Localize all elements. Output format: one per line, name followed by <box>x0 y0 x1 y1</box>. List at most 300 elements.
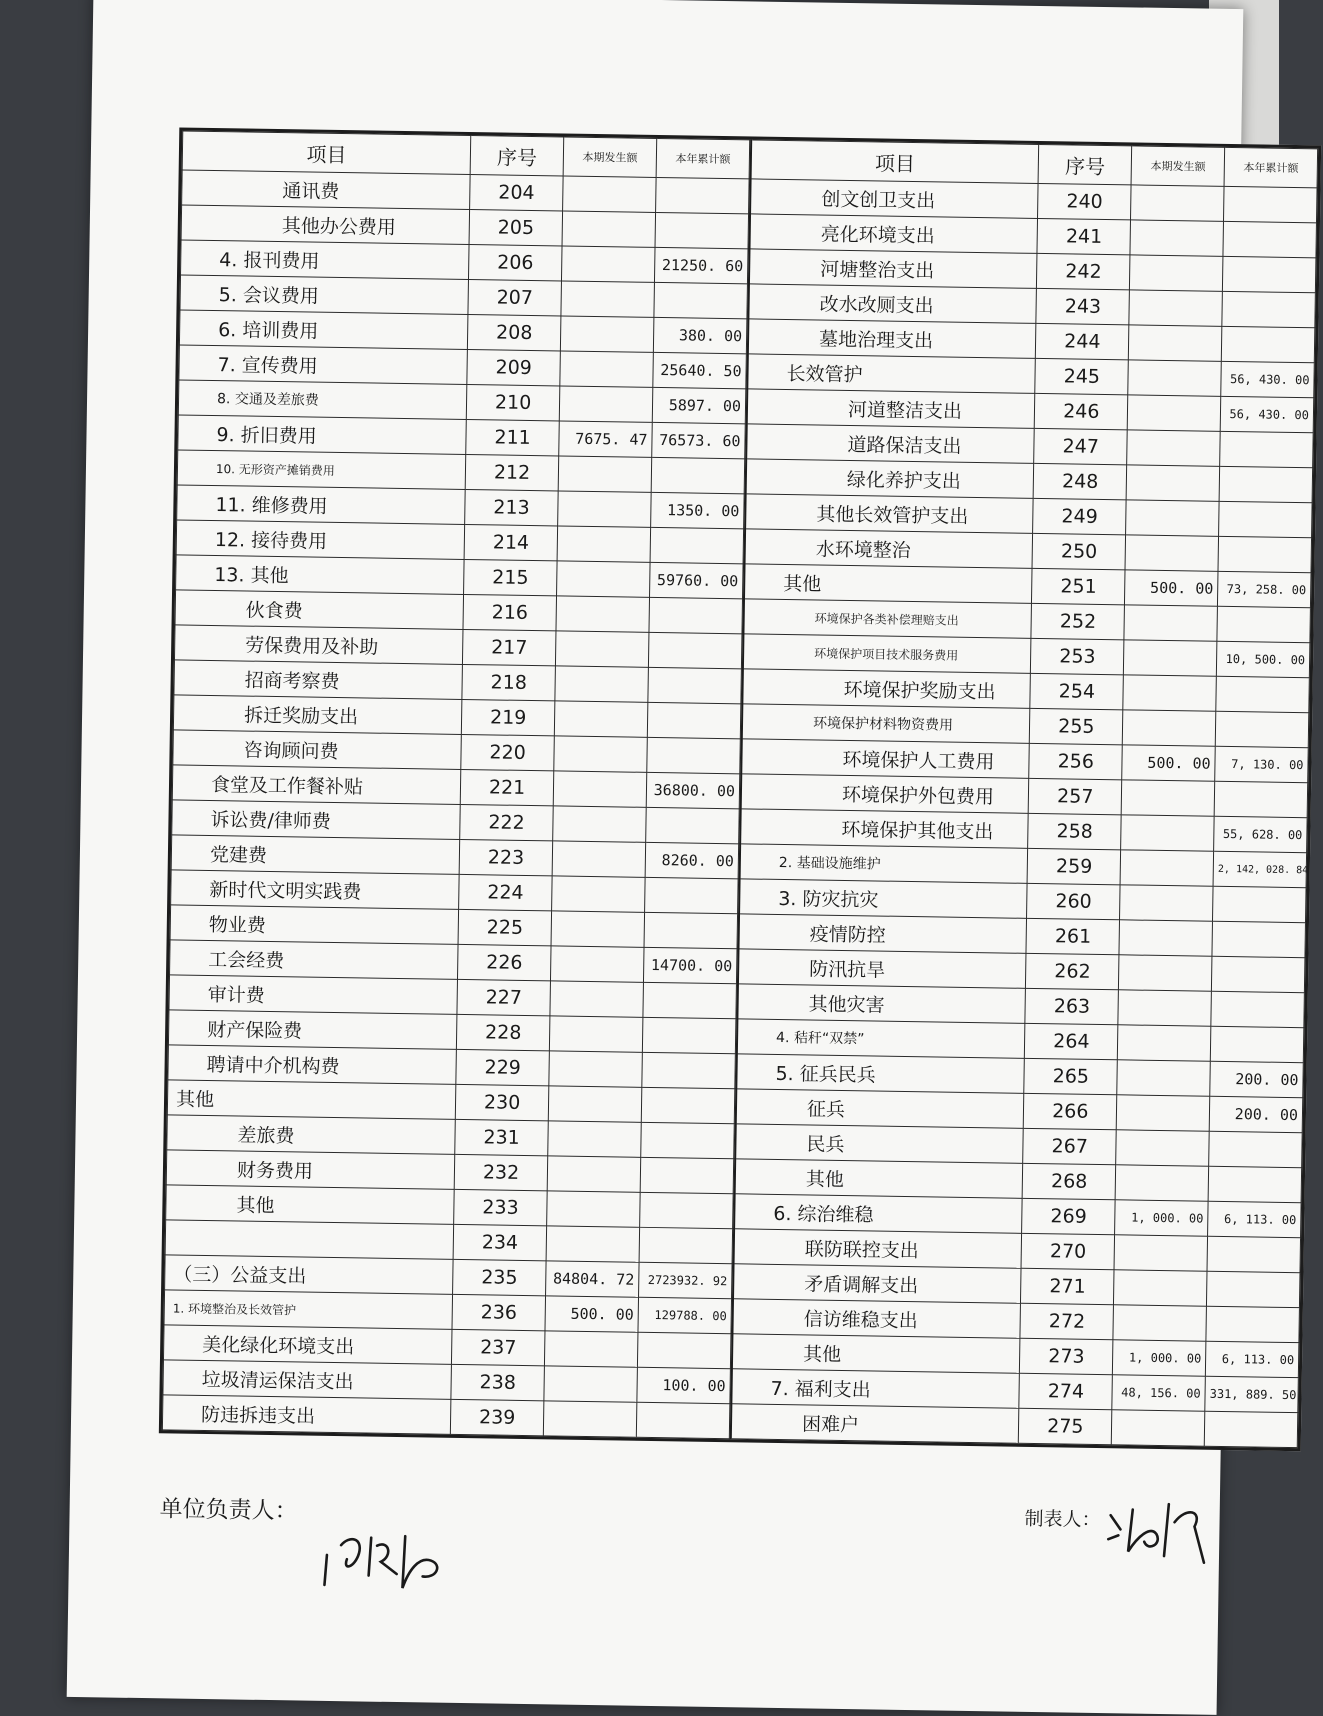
row-ytd-amount <box>650 527 744 563</box>
row-period-amount: 500. 00 <box>1125 570 1218 606</box>
row-seq-number: 214 <box>464 524 557 560</box>
row-ytd-amount <box>640 1192 734 1228</box>
row-seq-number: 230 <box>455 1084 548 1120</box>
row-seq-number: 207 <box>468 280 561 316</box>
row-ytd-amount: 380. 00 <box>653 317 747 353</box>
row-period-amount <box>1126 500 1219 536</box>
row-ytd-amount: 76573. 60 <box>652 422 746 458</box>
row-item-name: 13. 其他 <box>176 555 465 595</box>
preparer-label: 制表人： <box>1024 1507 1101 1532</box>
row-item-name: 聘请中介机构费 <box>168 1045 457 1085</box>
row-item-name: 7. 福利支出 <box>731 1369 1019 1409</box>
row-seq-number: 242 <box>1037 253 1130 289</box>
row-ytd-amount: 6, 113. 00 <box>1205 1341 1298 1377</box>
row-ytd-amount <box>1216 676 1309 712</box>
row-ytd-amount <box>649 597 743 633</box>
row-seq-number: 256 <box>1029 743 1122 779</box>
row-item-name: 信访维稳支出 <box>732 1299 1020 1339</box>
unit-head-signature <box>318 1515 469 1597</box>
row-period-amount <box>558 456 651 492</box>
row-ytd-amount <box>656 177 750 213</box>
table-row <box>162 1395 729 1439</box>
row-seq-number: 235 <box>453 1259 546 1295</box>
row-ytd-amount <box>1211 991 1304 1027</box>
row-period-amount <box>1114 1235 1207 1271</box>
row-seq-number: 221 <box>460 769 553 805</box>
row-seq-number: 272 <box>1020 1303 1113 1339</box>
row-item-name: 诉讼费/律师费 <box>172 800 461 840</box>
row-seq-number: 241 <box>1037 218 1130 254</box>
row-ytd-amount <box>655 212 749 248</box>
row-ytd-amount <box>1217 606 1310 642</box>
row-seq-number: 218 <box>462 664 555 700</box>
row-item-name: 食堂及工作餐补贴 <box>172 765 461 805</box>
row-item-name: 2. 基础设施维护 <box>740 844 1028 884</box>
row-period-amount <box>1121 815 1214 851</box>
row-item-name: 11. 维修费用 <box>177 485 466 525</box>
row-ytd-amount <box>1220 431 1313 467</box>
row-seq-number: 264 <box>1025 1023 1118 1059</box>
row-period-amount <box>1115 1165 1208 1201</box>
row-period-amount <box>545 1331 638 1367</box>
row-seq-number: 239 <box>450 1399 543 1435</box>
row-item-name: 伙食费 <box>175 590 464 630</box>
row-ytd-amount <box>1223 221 1316 257</box>
row-seq-number: 275 <box>1019 1408 1112 1444</box>
row-ytd-amount: 1350. 00 <box>651 492 745 528</box>
row-period-amount <box>1123 710 1216 746</box>
row-ytd-amount <box>642 1052 736 1088</box>
row-ytd-amount <box>637 1332 731 1368</box>
row-period-amount <box>1121 780 1214 816</box>
row-period-amount <box>549 1016 642 1052</box>
row-seq-number: 244 <box>1036 323 1129 359</box>
row-item-name: 财产保险费 <box>168 1010 457 1050</box>
row-item-name: 其他长效管护支出 <box>745 494 1033 534</box>
row-period-amount <box>1116 1095 1209 1131</box>
row-seq-number: 231 <box>455 1119 548 1155</box>
row-period-amount <box>552 841 645 877</box>
row-item-name: 其他灾害 <box>737 984 1025 1024</box>
row-period-amount: 1, 000. 00 <box>1113 1340 1206 1376</box>
row-ytd-amount: 56, 430. 00 <box>1221 361 1314 397</box>
row-item-name: 环境保护奖励支出 <box>742 669 1030 709</box>
row-item-name: 物业费 <box>170 905 459 945</box>
row-ytd-amount <box>1207 1236 1300 1272</box>
row-ytd-amount <box>1212 921 1305 957</box>
row-ytd-amount <box>644 912 738 948</box>
row-ytd-amount <box>1224 186 1317 222</box>
row-item-name: 环境保护外包费用 <box>741 774 1029 814</box>
row-seq-number: 228 <box>457 1014 550 1050</box>
row-item-name: 河道整洁支出 <box>747 389 1035 429</box>
row-period-amount <box>1117 1060 1210 1096</box>
header-period: 本期发生额 <box>563 137 657 177</box>
row-seq-number: 204 <box>470 175 563 211</box>
row-ytd-amount <box>1212 956 1305 992</box>
row-period-amount <box>1118 1025 1211 1061</box>
row-item-name: 美化绿化环境支出 <box>163 1325 452 1365</box>
row-period-amount <box>560 351 653 387</box>
row-period-amount <box>551 911 644 947</box>
row-item-name: 6. 培训费用 <box>179 310 468 350</box>
row-item-name: 墓地治理支出 <box>748 319 1036 359</box>
row-ytd-amount: 5897. 00 <box>652 387 746 423</box>
ledger-sheet <box>159 127 1321 1451</box>
row-period-amount <box>1119 920 1212 956</box>
row-seq-number: 245 <box>1035 358 1128 394</box>
row-item-name: 审计费 <box>169 975 458 1015</box>
row-ytd-amount <box>647 737 741 773</box>
row-seq-number: 254 <box>1030 673 1123 709</box>
row-ytd-amount: 7, 130. 00 <box>1215 746 1308 782</box>
row-item-name: 3. 防灾抗灾 <box>739 879 1027 919</box>
row-seq-number: 219 <box>461 699 554 735</box>
row-ytd-amount: 100. 00 <box>637 1367 731 1403</box>
row-ytd-amount <box>647 702 741 738</box>
row-item-name: 困难户 <box>731 1404 1019 1444</box>
row-ytd-amount <box>639 1227 733 1263</box>
row-item-name: 环境保护项目技术服务费用 <box>743 634 1031 674</box>
row-ytd-amount <box>1221 326 1314 362</box>
row-period-amount <box>547 1191 640 1227</box>
row-seq-number: 273 <box>1020 1338 1113 1374</box>
row-ytd-amount <box>1210 1026 1303 1062</box>
row-item-name: 改水改厕支出 <box>748 284 1036 324</box>
row-period-amount <box>1127 395 1220 431</box>
row-ytd-amount <box>1223 256 1316 292</box>
unit-head-label: 单位负责人： <box>159 1496 298 1525</box>
row-ytd-amount: 55, 628. 00 <box>1214 816 1307 852</box>
row-period-amount <box>552 876 645 912</box>
row-seq-number: 266 <box>1024 1093 1117 1129</box>
row-item-name: 联防联控支出 <box>734 1229 1022 1269</box>
row-item-name: 6. 综治维稳 <box>734 1194 1022 1234</box>
row-ytd-amount <box>1204 1411 1297 1447</box>
row-seq-number: 255 <box>1030 708 1123 744</box>
row-period-amount <box>1114 1270 1207 1306</box>
row-period-amount <box>1124 640 1217 676</box>
row-period-amount <box>549 1051 642 1087</box>
row-period-amount <box>1124 605 1217 641</box>
row-period-amount <box>1120 850 1213 886</box>
row-seq-number: 211 <box>466 419 559 455</box>
row-period-amount: 84804. 72 <box>546 1261 639 1297</box>
row-period-amount <box>562 246 655 282</box>
row-item-name: 其他 <box>166 1185 455 1225</box>
row-period-amount <box>1125 535 1218 571</box>
row-seq-number: 269 <box>1022 1198 1115 1234</box>
row-item-name: 防违拆违支出 <box>162 1395 451 1435</box>
row-ytd-amount: 2723932. 92 <box>639 1262 733 1298</box>
row-period-amount: 500. 00 <box>545 1296 638 1332</box>
row-item-name: 长效管护 <box>747 354 1035 394</box>
row-ytd-amount <box>641 1122 735 1158</box>
row-item-name: 绿化养护支出 <box>746 459 1034 499</box>
row-period-amount <box>556 631 649 667</box>
row-seq-number: 270 <box>1021 1233 1114 1269</box>
row-seq-number: 250 <box>1032 533 1125 569</box>
row-seq-number: 209 <box>467 349 560 385</box>
row-item-name: 财务费用 <box>166 1150 455 1190</box>
row-item-name: 工会经费 <box>170 940 459 980</box>
row-item-name: 防汛抗旱 <box>738 949 1026 989</box>
row-item-name: 7. 宣传费用 <box>179 345 468 385</box>
row-ytd-amount: 21250. 60 <box>654 247 748 283</box>
row-item-name: 矛盾调解支出 <box>733 1264 1021 1304</box>
row-ytd-amount <box>648 632 742 668</box>
row-item-name: 垃圾清运保洁支出 <box>163 1360 452 1400</box>
row-ytd-amount: 6, 113. 00 <box>1208 1201 1301 1237</box>
row-seq-number: 243 <box>1036 288 1129 324</box>
row-item-name: 征兵 <box>736 1089 1024 1129</box>
header-item: 项目 <box>182 131 471 175</box>
row-period-amount <box>559 386 652 422</box>
row-item-name: 党建费 <box>171 835 460 875</box>
row-ytd-amount: 25640. 50 <box>653 352 747 388</box>
row-period-amount <box>557 526 650 562</box>
row-item-name: 民兵 <box>735 1124 1023 1164</box>
row-seq-number: 247 <box>1034 428 1127 464</box>
row-period-amount <box>557 561 650 597</box>
row-item-name: 环境保护材料物资费用 <box>742 704 1030 744</box>
row-seq-number: 212 <box>465 454 558 490</box>
row-period-amount <box>1123 675 1216 711</box>
row-seq-number: 222 <box>460 804 553 840</box>
row-seq-number: 229 <box>456 1049 549 1085</box>
row-period-amount <box>543 1401 636 1437</box>
row-item-name: 疫情防控 <box>739 914 1027 954</box>
row-seq-number: 253 <box>1031 638 1124 674</box>
row-period-amount <box>1113 1305 1206 1341</box>
row-item-name: 招商考察费 <box>174 660 463 700</box>
row-seq-number: 226 <box>458 944 551 980</box>
row-period-amount <box>1129 290 1222 326</box>
row-item-name: 拆迁奖励支出 <box>173 695 462 735</box>
row-period-amount <box>548 1086 641 1122</box>
row-period-amount <box>1130 255 1223 291</box>
row-ytd-amount: 200. 00 <box>1209 1096 1302 1132</box>
row-seq-number: 217 <box>463 629 556 665</box>
row-ytd-amount <box>640 1157 734 1193</box>
ledger-table-right <box>730 139 1318 1448</box>
row-ytd-amount: 73, 258. 00 <box>1218 571 1311 607</box>
row-item-name: 其他 <box>744 564 1032 604</box>
row-period-amount <box>561 281 654 317</box>
row-period-amount <box>555 666 648 702</box>
row-seq-number: 227 <box>457 979 550 1015</box>
row-item-name: 道路保洁支出 <box>746 424 1034 464</box>
row-period-amount <box>548 1121 641 1157</box>
row-ytd-amount <box>1215 711 1308 747</box>
row-seq-number: 208 <box>468 314 561 350</box>
row-ytd-amount <box>1219 466 1312 502</box>
row-seq-number: 236 <box>452 1294 545 1330</box>
row-seq-number: 246 <box>1035 393 1128 429</box>
row-ytd-amount <box>1207 1271 1300 1307</box>
row-ytd-amount <box>1219 501 1312 537</box>
row-ytd-amount <box>645 877 739 913</box>
header-item: 项目 <box>751 140 1039 184</box>
row-period-amount <box>562 211 655 247</box>
row-item-name: 创文创卫支出 <box>750 179 1038 219</box>
row-ytd-amount: 59760. 00 <box>650 562 744 598</box>
row-seq-number: 225 <box>458 909 551 945</box>
row-item-name <box>165 1220 454 1260</box>
row-ytd-amount <box>1208 1166 1301 1202</box>
row-seq-number: 213 <box>465 489 558 525</box>
row-period-amount <box>1112 1410 1205 1446</box>
row-item-name: 差旅费 <box>167 1115 456 1155</box>
row-period-amount <box>556 596 649 632</box>
row-ytd-amount <box>1214 781 1307 817</box>
row-seq-number: 224 <box>459 874 552 910</box>
row-item-name: 其他 <box>732 1334 1020 1374</box>
row-seq-number: 238 <box>451 1364 544 1400</box>
header-ytd: 本年累计额 <box>1224 147 1317 187</box>
row-period-amount <box>554 736 647 772</box>
header-seq: 序号 <box>1038 144 1131 184</box>
row-seq-number: 232 <box>454 1154 547 1190</box>
row-period-amount <box>550 981 643 1017</box>
row-ytd-amount: 14700. 00 <box>643 947 737 983</box>
row-seq-number: 261 <box>1026 918 1119 954</box>
row-seq-number: 260 <box>1027 883 1120 919</box>
row-period-amount <box>547 1156 640 1192</box>
row-period-amount <box>1118 990 1211 1026</box>
row-seq-number: 205 <box>469 210 562 246</box>
row-item-name: 8. 交通及差旅费 <box>178 380 467 420</box>
row-period-amount <box>546 1226 639 1262</box>
row-ytd-amount <box>648 667 742 703</box>
row-item-name: 咨询顾问费 <box>173 730 462 770</box>
row-seq-number: 234 <box>453 1224 546 1260</box>
row-item-name: 1. 环境整治及长效管护 <box>164 1290 453 1330</box>
row-ytd-amount <box>643 982 737 1018</box>
row-item-name: 10. 无形资产摊销费用 <box>177 450 466 490</box>
row-item-name: 其他办公费用 <box>181 205 470 245</box>
row-ytd-amount: 56, 430. 00 <box>1220 396 1313 432</box>
row-ytd-amount <box>1222 291 1315 327</box>
row-period-amount <box>553 771 646 807</box>
row-ytd-amount <box>636 1402 730 1438</box>
row-seq-number: 262 <box>1026 953 1119 989</box>
row-period-amount: 48, 156. 00 <box>1112 1375 1205 1411</box>
row-period-amount <box>544 1366 637 1402</box>
row-ytd-amount <box>654 282 748 318</box>
row-item-name: 环境保护各类补偿理赔支出 <box>743 599 1031 639</box>
row-ytd-amount <box>1206 1306 1299 1342</box>
row-seq-number: 237 <box>452 1329 545 1365</box>
row-item-name: 12. 接待费用 <box>176 520 465 560</box>
row-ytd-amount <box>651 457 745 493</box>
row-period-amount: 1, 000. 00 <box>1115 1200 1208 1236</box>
row-item-name: 9. 折旧费用 <box>178 415 467 455</box>
row-seq-number: 274 <box>1019 1373 1112 1409</box>
row-item-name: 亮化环境支出 <box>750 214 1038 254</box>
row-seq-number: 258 <box>1028 813 1121 849</box>
row-seq-number: 248 <box>1034 463 1127 499</box>
row-seq-number: 233 <box>454 1189 547 1225</box>
row-seq-number: 240 <box>1038 183 1131 219</box>
header-ytd: 本年累计额 <box>656 138 750 178</box>
row-item-name: 4. 秸秆“双禁” <box>737 1019 1025 1059</box>
row-item-name: 其他 <box>735 1159 1023 1199</box>
row-period-amount <box>553 806 646 842</box>
row-item-name: 5. 会议费用 <box>180 275 469 315</box>
row-ytd-amount <box>1209 1131 1302 1167</box>
row-ytd-amount: 36800. 00 <box>646 772 740 808</box>
preparer-signature <box>1104 1495 1215 1567</box>
row-period-amount <box>1128 360 1221 396</box>
row-ytd-amount: 331, 889. 50 <box>1205 1376 1298 1412</box>
row-seq-number: 265 <box>1024 1058 1117 1094</box>
row-seq-number: 210 <box>466 384 559 420</box>
row-period-amount <box>1131 185 1224 221</box>
row-ytd-amount: 10, 500. 00 <box>1216 641 1309 677</box>
row-ytd-amount: 8260. 00 <box>645 842 739 878</box>
row-seq-number: 215 <box>464 559 557 595</box>
row-period-amount <box>1116 1130 1209 1166</box>
row-ytd-amount: 200. 00 <box>1210 1061 1303 1097</box>
header-period: 本期发生额 <box>1131 146 1224 186</box>
row-item-name: 新时代文明实践费 <box>171 870 460 910</box>
row-ytd-amount <box>642 1017 736 1053</box>
table-row <box>731 1404 1298 1448</box>
row-item-name: 劳保费用及补助 <box>174 625 463 665</box>
row-item-name: （三）公益支出 <box>165 1255 454 1295</box>
row-seq-number: 251 <box>1032 568 1125 604</box>
row-item-name: 河塘整治支出 <box>749 249 1037 289</box>
row-seq-number: 257 <box>1029 778 1122 814</box>
row-period-amount <box>1126 465 1219 501</box>
row-period-amount: 500. 00 <box>1122 745 1215 781</box>
row-period-amount <box>1129 325 1222 361</box>
row-seq-number: 252 <box>1031 603 1124 639</box>
row-seq-number: 267 <box>1023 1128 1116 1164</box>
row-seq-number: 268 <box>1023 1163 1116 1199</box>
row-item-name: 4. 报刊费用 <box>181 240 470 280</box>
row-item-name: 环境保护人工费用 <box>741 739 1029 779</box>
row-period-amount <box>558 491 651 527</box>
header-seq: 序号 <box>470 136 564 176</box>
row-period-amount <box>554 701 647 737</box>
row-period-amount <box>563 176 656 212</box>
row-item-name: 5. 征兵民兵 <box>736 1054 1024 1094</box>
row-seq-number: 220 <box>461 734 554 770</box>
row-ytd-amount: 129788. 00 <box>638 1297 732 1333</box>
row-seq-number: 271 <box>1021 1268 1114 1304</box>
row-ytd-amount <box>1213 886 1306 922</box>
row-seq-number: 206 <box>469 245 562 281</box>
row-period-amount: 7675. 47 <box>559 421 652 457</box>
ledger-table-left <box>162 130 750 1439</box>
row-item-name: 其他 <box>167 1080 456 1120</box>
row-seq-number: 223 <box>459 839 552 875</box>
row-period-amount <box>1120 885 1213 921</box>
row-seq-number: 263 <box>1025 988 1118 1024</box>
row-seq-number: 249 <box>1033 498 1126 534</box>
row-ytd-amount <box>1218 536 1311 572</box>
row-period-amount <box>551 946 644 982</box>
row-item-name: 环境保护其他支出 <box>740 809 1028 849</box>
row-ytd-amount <box>646 807 740 843</box>
row-ytd-amount <box>641 1087 735 1123</box>
row-seq-number: 259 <box>1027 848 1120 884</box>
row-period-amount <box>560 316 653 352</box>
row-period-amount <box>1127 430 1220 466</box>
row-seq-number: 216 <box>463 594 556 630</box>
